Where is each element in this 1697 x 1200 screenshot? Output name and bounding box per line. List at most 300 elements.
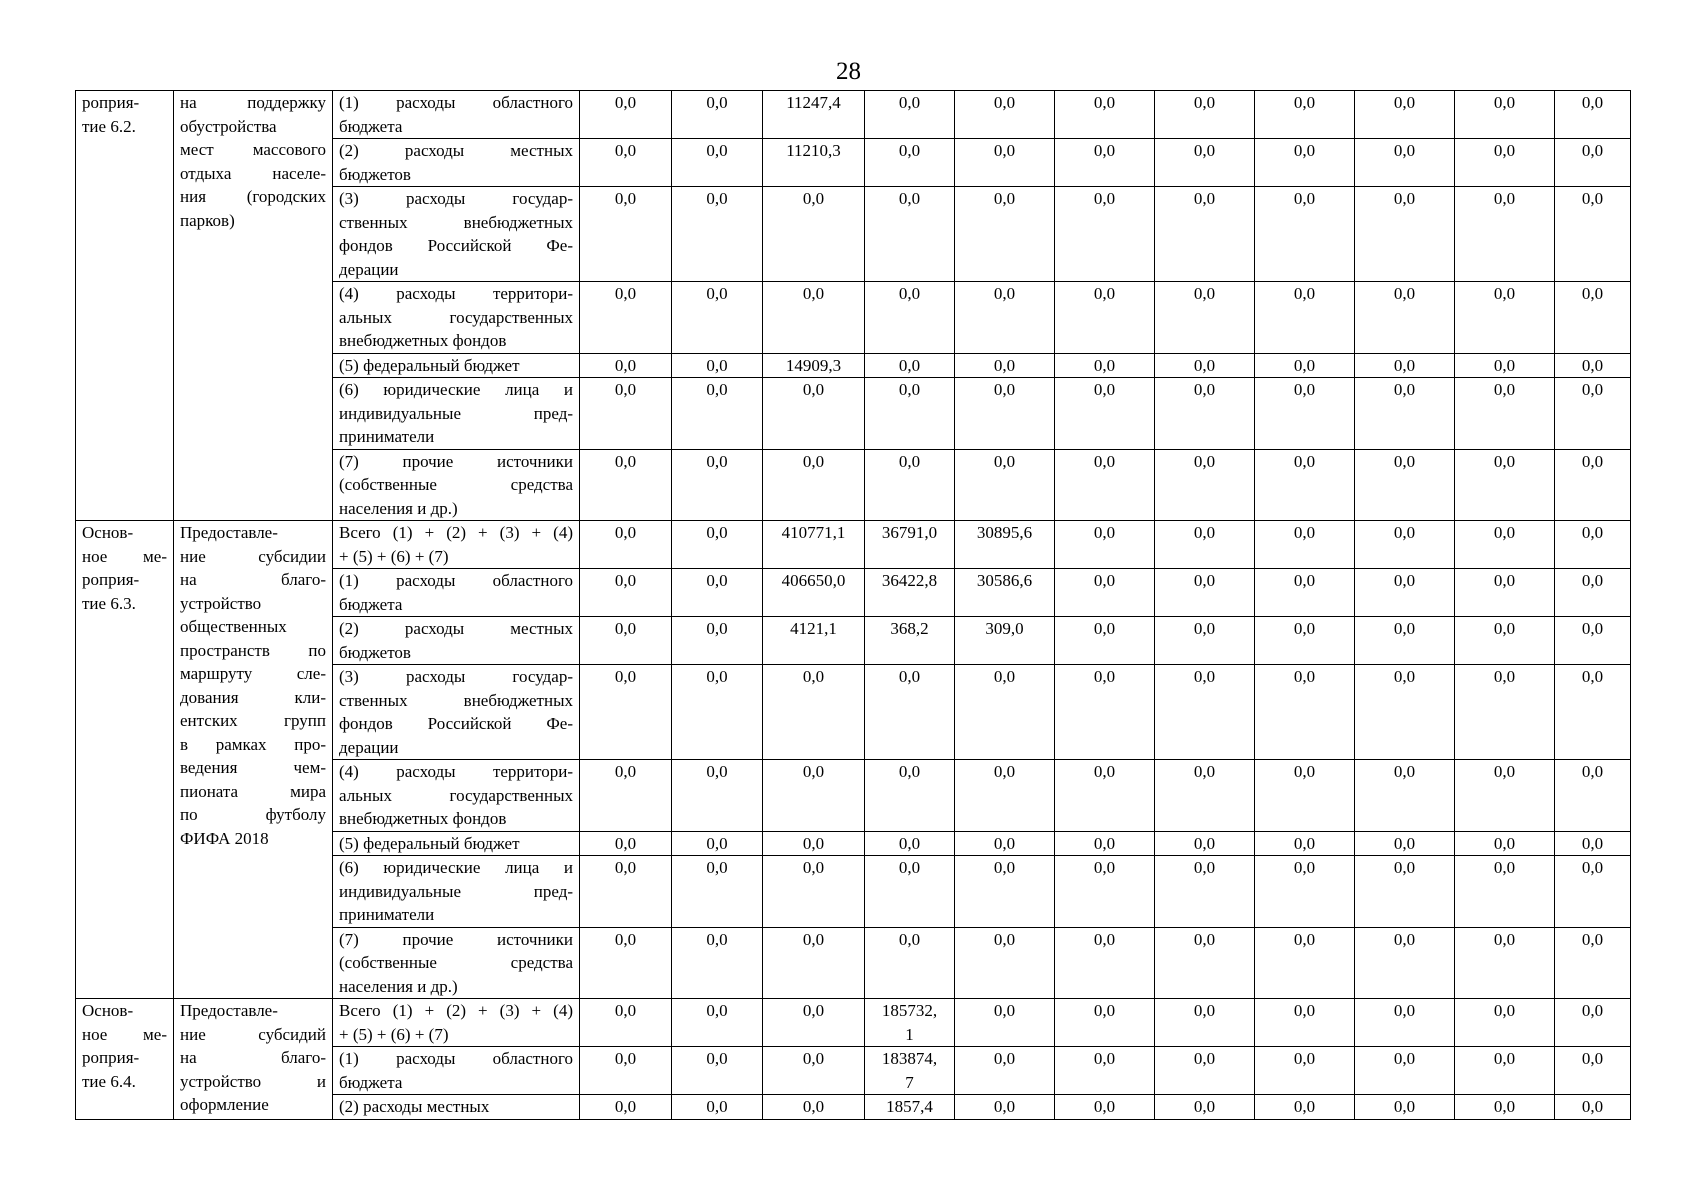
- value-cell: [672, 999, 763, 1047]
- value-cell: [955, 187, 1055, 282]
- value-text: 0,0: [1493, 858, 1516, 877]
- value-text: 0,0: [993, 858, 1016, 877]
- value-cell: [1155, 760, 1255, 832]
- funding-source-cell-line: альных государственных: [339, 307, 573, 327]
- funding-source-cell-line: (5) федеральный бюджет: [339, 833, 520, 853]
- value-cell: [955, 378, 1055, 450]
- value-text: 0,0: [802, 284, 825, 303]
- value-text: 0,0: [802, 762, 825, 781]
- value-cell: [763, 378, 865, 450]
- value-text: 0,0: [898, 833, 921, 853]
- value-text: 7: [905, 1072, 914, 1092]
- value-cell: [1155, 139, 1255, 187]
- value-text: 0,0: [706, 380, 728, 399]
- value-text: 1: [905, 1024, 914, 1044]
- value-text: 0,0: [1293, 762, 1316, 781]
- value-cell: [1455, 927, 1555, 999]
- value-cell: [580, 665, 672, 760]
- value-cell: [1155, 569, 1255, 617]
- value-cell: [1055, 999, 1155, 1047]
- value-cell: [1155, 353, 1255, 378]
- description-cell-line: ентских групп: [180, 711, 326, 730]
- funding-source-cell: [333, 927, 580, 999]
- value-cell: [763, 1095, 865, 1120]
- measure-cell-line: тие 6.2.: [82, 116, 136, 136]
- value-cell: [1355, 139, 1455, 187]
- value-cell: [865, 353, 955, 378]
- value-cell: [672, 353, 763, 378]
- value-cell: [865, 282, 955, 354]
- funding-source-cell: [333, 760, 580, 832]
- value-text: 0,0: [1581, 929, 1604, 949]
- value-text: 0,0: [898, 189, 921, 208]
- value-cell: [763, 91, 865, 139]
- value-text: 0,0: [706, 93, 728, 112]
- value-text: 0,0: [1393, 929, 1416, 949]
- value-cell: [1055, 449, 1155, 521]
- value-cell: [955, 139, 1055, 187]
- funding-source-cell-line: бюджета: [339, 116, 403, 136]
- value-text: 0,0: [614, 141, 637, 160]
- value-text: 0,0: [1093, 284, 1116, 303]
- funding-source-cell-line: (7) прочие источники: [339, 451, 573, 471]
- funding-source-cell-line: ственных внебюджетных: [339, 212, 573, 232]
- value-cell: [865, 1047, 955, 1095]
- value-cell: [1455, 569, 1555, 617]
- value-cell: [1055, 927, 1155, 999]
- value-cell: [1555, 831, 1631, 856]
- value-text: 0,0: [1293, 929, 1316, 949]
- value-cell: [1055, 1047, 1155, 1095]
- value-text: 0,0: [1193, 858, 1216, 877]
- value-text: 0,0: [1293, 189, 1316, 208]
- value-text: 0,0: [993, 929, 1016, 949]
- measure-cell-line: роприя-: [82, 570, 140, 589]
- funding-source-cell: [333, 1095, 580, 1120]
- value-text: 0,0: [614, 355, 637, 375]
- value-text: 0,0: [614, 284, 637, 303]
- value-text: 0,0: [1093, 858, 1116, 877]
- value-text: 0,0: [1493, 762, 1516, 781]
- value-cell: [955, 353, 1055, 378]
- value-cell: [763, 665, 865, 760]
- value-cell: [865, 139, 955, 187]
- funding-source-cell: [333, 831, 580, 856]
- value-cell: [955, 521, 1055, 569]
- value-cell: [1355, 378, 1455, 450]
- value-text: 0,0: [614, 619, 637, 638]
- value-text: 0,0: [1093, 571, 1116, 590]
- value-text: 0,0: [1293, 284, 1316, 303]
- value-cell: [1055, 831, 1155, 856]
- funding-source-cell-line: населения и др.): [339, 498, 458, 518]
- value-text: 0,0: [706, 284, 728, 303]
- funding-source-cell-line: бюджетов: [339, 164, 411, 184]
- value-text: 0,0: [706, 141, 728, 160]
- value-text: 0,0: [1393, 523, 1416, 542]
- value-cell: [763, 569, 865, 617]
- funding-source-cell-line: приниматели: [339, 905, 435, 924]
- funding-source-cell: [333, 617, 580, 665]
- value-text: 0,0: [1293, 523, 1316, 542]
- value-text: 0,0: [1493, 93, 1516, 112]
- value-cell: [1155, 282, 1255, 354]
- measure-cell: [76, 999, 174, 1120]
- value-cell: [865, 927, 955, 999]
- description-cell-line: на благо-: [180, 570, 326, 589]
- value-text: 0,0: [1581, 451, 1604, 471]
- measure-cell-line: Основ-: [82, 1001, 134, 1020]
- value-cell: [763, 999, 865, 1047]
- value-cell: [580, 378, 672, 450]
- value-cell: [1455, 760, 1555, 832]
- value-cell: [580, 91, 672, 139]
- value-cell: [1255, 1095, 1355, 1120]
- value-cell: [865, 187, 955, 282]
- value-cell: [1455, 856, 1555, 928]
- value-cell: [1055, 617, 1155, 665]
- description-cell-line: в рамках про-: [180, 734, 326, 754]
- value-cell: [1055, 760, 1155, 832]
- value-text: 0,0: [1581, 189, 1604, 208]
- value-cell: [1355, 449, 1455, 521]
- value-cell: [1155, 449, 1255, 521]
- value-text: 0,0: [1493, 1049, 1516, 1068]
- funding-source-cell-line: фондов Российской Фе-: [339, 714, 573, 733]
- value-text: 0,0: [1093, 451, 1116, 471]
- value-text: 0,0: [1093, 523, 1116, 542]
- value-text: 0,0: [993, 762, 1016, 781]
- funding-source-cell-line: внебюджетных фондов: [339, 331, 507, 350]
- value-text: 0,0: [1293, 619, 1316, 638]
- description-cell-line: ФИФА 2018: [180, 828, 269, 848]
- value-text: 36791,0: [881, 523, 938, 542]
- description-cell-line: на благо-: [180, 1048, 326, 1067]
- value-text: 0,0: [1581, 523, 1604, 542]
- value-cell: [1555, 187, 1631, 282]
- value-text: 0,0: [614, 929, 637, 949]
- funding-source-cell-line: населения и др.): [339, 976, 458, 996]
- funding-source-cell: [333, 569, 580, 617]
- value-text: 0,0: [1193, 571, 1216, 590]
- value-cell: [580, 1047, 672, 1095]
- value-cell: [1155, 187, 1255, 282]
- funding-source-cell-line: (собственные средства: [339, 953, 573, 972]
- value-text: 0,0: [1193, 189, 1216, 208]
- value-cell: [955, 1095, 1055, 1120]
- funding-source-cell-line: Всего (1) + (2) + (3) + (4): [339, 523, 573, 542]
- value-cell: [865, 760, 955, 832]
- funding-source-cell-line: (4) расходы территори-: [339, 762, 573, 781]
- value-text: 14909,3: [785, 355, 842, 375]
- value-text: 0,0: [1293, 451, 1316, 471]
- value-cell: [1055, 665, 1155, 760]
- funding-source-cell-line: (1) расходы областного: [339, 93, 573, 112]
- value-text: 0,0: [614, 833, 637, 853]
- value-cell: [1255, 521, 1355, 569]
- value-text: 1857,4: [886, 1097, 933, 1116]
- value-text: 0,0: [1393, 571, 1416, 590]
- value-text: 0,0: [1093, 833, 1116, 853]
- value-cell: [1055, 187, 1155, 282]
- value-text: 0,0: [1293, 141, 1316, 160]
- value-cell: [955, 449, 1055, 521]
- value-cell: [865, 91, 955, 139]
- value-cell: [1555, 665, 1631, 760]
- value-text: 0,0: [1393, 667, 1416, 686]
- value-text: 0,0: [1393, 355, 1416, 375]
- funding-source-cell-line: (5) федеральный бюджет: [339, 355, 520, 375]
- value-text: 0,0: [1293, 571, 1316, 590]
- description-cell-line: ния (городских: [180, 187, 326, 206]
- value-cell: [1355, 569, 1455, 617]
- value-text: 0,0: [1393, 858, 1416, 877]
- value-text: 0,0: [993, 1097, 1016, 1116]
- value-cell: [1255, 856, 1355, 928]
- description-cell-line: на поддержку: [180, 93, 326, 112]
- measure-cell: [76, 521, 174, 999]
- value-text: 0,0: [993, 1001, 1016, 1020]
- value-text: 0,0: [1193, 1097, 1216, 1116]
- funding-source-cell-line: (собственные средства: [339, 475, 573, 494]
- value-text: 0,0: [706, 1049, 728, 1068]
- value-cell: [1455, 378, 1555, 450]
- value-cell: [955, 927, 1055, 999]
- value-cell: [672, 831, 763, 856]
- value-text: 0,0: [614, 451, 637, 471]
- funding-source-cell: [333, 353, 580, 378]
- description-cell-line: дования кли-: [180, 687, 326, 707]
- value-text: 0,0: [1093, 380, 1116, 399]
- funding-source-cell-line: (1) расходы областного: [339, 571, 573, 590]
- value-text: 0,0: [1493, 929, 1516, 949]
- value-text: 0,0: [802, 1049, 825, 1068]
- funding-source-cell: [333, 449, 580, 521]
- description-cell-line: отдыха населе-: [180, 163, 326, 183]
- value-text: 0,0: [1493, 355, 1516, 375]
- value-text: 0,0: [898, 762, 921, 781]
- value-cell: [580, 282, 672, 354]
- value-text: 0,0: [706, 858, 728, 877]
- value-text: 0,0: [1193, 1001, 1216, 1020]
- value-text: 0,0: [1581, 355, 1604, 375]
- description-cell-line: ние субсидии: [180, 546, 326, 566]
- value-cell: [1555, 282, 1631, 354]
- description-cell: [174, 999, 333, 1120]
- value-cell: [1455, 187, 1555, 282]
- description-cell-line: устройство: [180, 593, 262, 613]
- funding-source-cell-line: индивидуальные пред-: [339, 881, 573, 901]
- funding-source-cell-line: + (5) + (6) + (7): [339, 1024, 449, 1044]
- funding-source-cell-line: дерации: [339, 737, 399, 757]
- value-cell: [1155, 856, 1255, 928]
- value-cell: [1455, 521, 1555, 569]
- value-cell: [763, 831, 865, 856]
- value-cell: [1355, 521, 1455, 569]
- value-cell: [580, 831, 672, 856]
- value-text: 0,0: [993, 1049, 1016, 1068]
- value-cell: [1355, 856, 1455, 928]
- value-cell: [1155, 521, 1255, 569]
- value-text: 0,0: [1581, 667, 1604, 686]
- value-cell: [955, 999, 1055, 1047]
- value-cell: [1455, 91, 1555, 139]
- value-cell: [865, 449, 955, 521]
- funding-source-cell-line: (6) юридические лица и: [339, 380, 573, 399]
- description-cell-line: по футболу: [180, 805, 326, 824]
- value-text: 0,0: [1393, 93, 1416, 112]
- description-cell-line: Предоставле-: [180, 523, 278, 542]
- value-text: 0,0: [706, 571, 728, 590]
- value-cell: [763, 449, 865, 521]
- budget-table: [75, 90, 1631, 1120]
- description-cell-line: маршруту сле-: [180, 664, 326, 683]
- value-cell: [580, 856, 672, 928]
- table-row: [76, 91, 1631, 139]
- value-text: 0,0: [1093, 929, 1116, 949]
- value-cell: [580, 760, 672, 832]
- value-cell: [672, 927, 763, 999]
- measure-cell: [76, 91, 174, 521]
- value-cell: [1055, 1095, 1155, 1120]
- value-cell: [1555, 521, 1631, 569]
- value-text: 0,0: [1493, 667, 1516, 686]
- value-cell: [1155, 1095, 1255, 1120]
- value-text: 0,0: [1493, 380, 1516, 399]
- value-cell: [1055, 353, 1155, 378]
- value-cell: [763, 139, 865, 187]
- measure-cell-line: ное ме-: [82, 546, 167, 566]
- value-cell: [1355, 353, 1455, 378]
- value-cell: [1555, 927, 1631, 999]
- funding-source-cell-line: (3) расходы государ-: [339, 667, 573, 686]
- value-cell: [865, 856, 955, 928]
- value-text: 0,0: [1581, 93, 1604, 112]
- value-text: 0,0: [1093, 667, 1116, 686]
- value-cell: [1555, 999, 1631, 1047]
- measure-cell-line: Основ-: [82, 523, 134, 542]
- value-cell: [1055, 569, 1155, 617]
- description-cell-line: обустройства: [180, 116, 277, 136]
- value-text: 0,0: [706, 1001, 728, 1020]
- value-text: 0,0: [1193, 141, 1216, 160]
- value-cell: [763, 282, 865, 354]
- measure-cell-line: тие 6.4.: [82, 1071, 136, 1091]
- value-text: 0,0: [1093, 189, 1116, 208]
- measure-cell-line: ное ме-: [82, 1024, 167, 1044]
- value-cell: [1355, 831, 1455, 856]
- value-text: 0,0: [1193, 355, 1216, 375]
- funding-source-cell: [333, 856, 580, 928]
- value-text: 0,0: [802, 1097, 825, 1116]
- value-cell: [1555, 760, 1631, 832]
- value-text: 0,0: [1093, 762, 1116, 781]
- value-cell: [1355, 187, 1455, 282]
- value-cell: [1455, 1047, 1555, 1095]
- funding-source-cell-line: (7) прочие источники: [339, 929, 573, 949]
- value-text: 0,0: [1093, 1049, 1116, 1068]
- value-text: 0,0: [1193, 619, 1216, 638]
- value-text: 0,0: [1581, 1001, 1604, 1020]
- value-cell: [865, 617, 955, 665]
- value-cell: [865, 831, 955, 856]
- value-cell: [1255, 999, 1355, 1047]
- value-text: 0,0: [898, 451, 921, 471]
- value-text: 36422,8: [881, 571, 938, 590]
- value-text: 0,0: [993, 141, 1016, 160]
- value-cell: [1055, 378, 1155, 450]
- funding-source-cell-line: (2) расходы местных: [339, 141, 573, 160]
- value-text: 0,0: [614, 1001, 637, 1020]
- value-cell: [1355, 1047, 1455, 1095]
- description-cell-line: парков): [180, 210, 235, 230]
- value-cell: [763, 521, 865, 569]
- value-text: 0,0: [1493, 1097, 1516, 1116]
- value-cell: [1055, 282, 1155, 354]
- value-text: 0,0: [614, 189, 637, 208]
- value-cell: [1255, 760, 1355, 832]
- value-text: 0,0: [706, 833, 728, 853]
- value-text: 0,0: [614, 523, 637, 542]
- value-cell: [1255, 353, 1355, 378]
- value-text: 0,0: [1293, 380, 1316, 399]
- value-text: 0,0: [706, 523, 728, 542]
- value-cell: [1455, 831, 1555, 856]
- value-cell: [1355, 999, 1455, 1047]
- funding-source-cell: [333, 665, 580, 760]
- value-cell: [1355, 617, 1455, 665]
- value-cell: [580, 927, 672, 999]
- value-cell: [672, 449, 763, 521]
- value-text: 0,0: [802, 189, 825, 208]
- funding-source-cell-line: (6) юридические лица и: [339, 858, 573, 877]
- value-cell: [672, 665, 763, 760]
- value-cell: [1555, 378, 1631, 450]
- value-cell: [1155, 378, 1255, 450]
- description-cell-line: Предоставле-: [180, 1001, 278, 1020]
- value-cell: [1555, 139, 1631, 187]
- value-text: 0,0: [706, 762, 728, 781]
- page-number: 28: [836, 58, 861, 85]
- value-cell: [672, 521, 763, 569]
- value-cell: [1255, 187, 1355, 282]
- value-text: 0,0: [706, 451, 728, 471]
- value-cell: [865, 1095, 955, 1120]
- value-text: 0,0: [1393, 451, 1416, 471]
- value-text: 0,0: [898, 355, 921, 375]
- funding-source-cell-line: Всего (1) + (2) + (3) + (4): [339, 1001, 573, 1020]
- value-cell: [763, 187, 865, 282]
- value-text: 0,0: [1093, 355, 1116, 375]
- value-cell: [763, 617, 865, 665]
- value-text: 0,0: [614, 1097, 637, 1116]
- value-text: 0,0: [1493, 189, 1516, 208]
- value-text: 0,0: [1581, 762, 1604, 781]
- value-text: 0,0: [993, 284, 1016, 303]
- value-text: 0,0: [1393, 1001, 1416, 1020]
- value-cell: [1155, 999, 1255, 1047]
- value-text: 0,0: [614, 571, 637, 590]
- value-text: 0,0: [706, 1097, 728, 1116]
- value-cell: [672, 1047, 763, 1095]
- funding-source-cell-line: (4) расходы территори-: [339, 284, 573, 303]
- value-text: 0,0: [993, 355, 1016, 375]
- funding-source-cell: [333, 139, 580, 187]
- value-text: 0,0: [1581, 380, 1604, 399]
- value-text: 0,0: [1581, 833, 1604, 853]
- value-cell: [1355, 1095, 1455, 1120]
- value-cell: [580, 353, 672, 378]
